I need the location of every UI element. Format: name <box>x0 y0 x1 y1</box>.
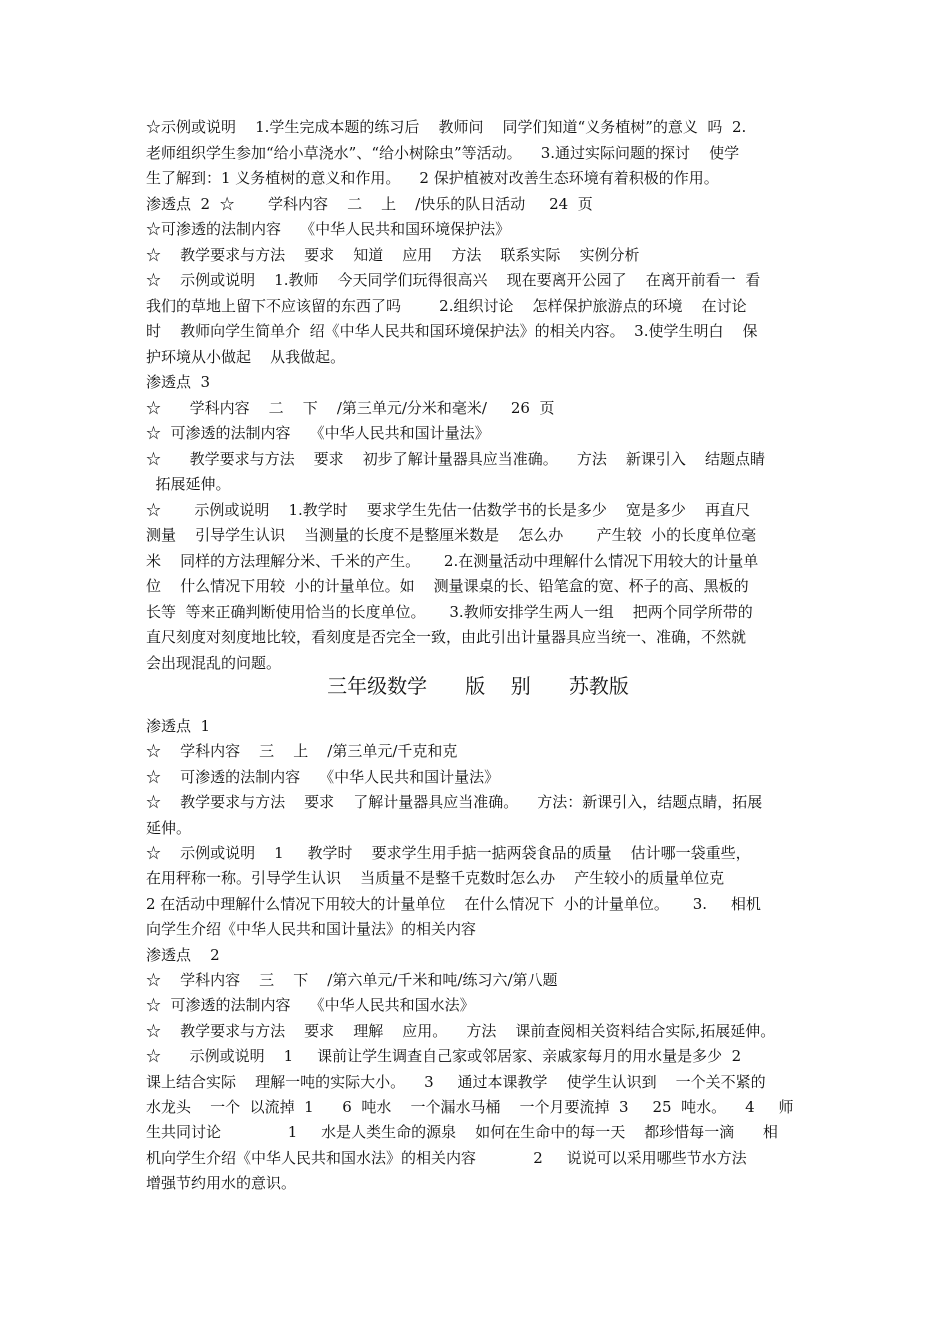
text-line: 水龙头 一个 以流掉 1 6 吨水 一个漏水马桶 一个月要流掉 3 25 吨水。 4 师 <box>146 1098 794 1116</box>
text-line: 延伸。 <box>146 818 192 837</box>
text-line: 时 教师向学生简单介 绍《中华人民共和国环境保护法》的相关内容。 3.使学生明白 保 <box>146 322 758 340</box>
text-line: ☆ 可渗透的法制内容 《中华人民共和国计量法》 <box>146 767 500 786</box>
text-line: ☆ 教学要求与方法 要求 理解 应用。 方法 课前查阅相关资料结合实际,拓展延伸。 <box>146 1021 776 1040</box>
text-line: ☆ 学科内容 二 下 /第三单元/分米和毫米/ 26 页 <box>146 398 555 417</box>
text-line: ☆ 示例或说明 1.教师 今天同学们玩得很高兴 现在要离开公园了 在离开前看一 看 <box>146 271 761 289</box>
text-line: 增强节约用水的意识。 <box>146 1174 297 1193</box>
text-line: ☆ 可渗透的法制内容 《中华人民共和国水法》 <box>146 996 475 1015</box>
text-line: 在用秤称一称。引导学生认识 当质量不是整千克数时怎么办 产生较小的质量单位克 <box>146 869 725 888</box>
text-line: ☆ 示例或说明 1 课前让学生调查自己家或邻居家、亲戚家每月的用水量是多少 2 <box>146 1047 742 1066</box>
text-line: 渗透点 2 <box>146 945 220 964</box>
text-line: ☆示例或说明 1.学生完成本题的练习后 教师问 同学们知道“义务植树”的意义 吗 2. <box>146 118 747 136</box>
text-line: 拓展延伸。 <box>146 475 231 493</box>
text-line: 护环境从小做起 从我做起。 <box>146 347 346 366</box>
text-line: 米 同样的方法理解分米、千米的产生。 2.在测量活动中理解什么情况下用较大的计量单 <box>146 551 759 570</box>
text-line: 测量 引导学生认识 当测量的长度不是整厘米数是 怎么办 产生较 小的长度单位毫 <box>146 526 757 544</box>
text-line: 会出现混乱的问题。 <box>146 653 282 672</box>
text-line: 位 什么情况下用较 小的计量单位。如 测量课桌的长、铅笔盒的宽、杯子的高、黑板的 <box>146 577 749 595</box>
text-line: 生共同讨论 1 水是人类生命的源泉 如何在生命中的每一天 都珍惜每一滴 相 <box>146 1123 778 1142</box>
text-line: ☆ 教学要求与方法 要求 初步了解计量器具应当准确。 方法 新课引入 结题点睛 <box>146 449 765 468</box>
text-line: 我们的草地上留下不应该留的东西了吗 2.组织讨论 怎样保护旅游点的环境 在讨论 <box>146 296 747 315</box>
text-line: 渗透点 2 ☆ 学科内容 二 上 /快乐的队日活动 24 页 <box>146 194 593 213</box>
text-line: 渗透点 1 <box>146 717 211 735</box>
text-line: ☆ 教学要求与方法 要求 知道 应用 方法 联系实际 实例分析 <box>146 245 640 264</box>
text-line: ☆ 可渗透的法制内容 《中华人民共和国计量法》 <box>146 424 490 442</box>
section-title: 三年级数学 版 别 苏教版 <box>327 674 629 698</box>
text-line: ☆ 教学要求与方法 要求 了解计量器具应当准确。 方法：新课引入，结题点睛，拓展 <box>146 793 763 812</box>
text-line: 向学生介绍《中华人民共和国计量法》的相关内容 <box>146 920 477 939</box>
text-line: 渗透点 3 <box>146 373 211 391</box>
text-line: ☆ 示例或说明 1 教学时 要求学生用手掂一掂两袋食品的质量 估计哪一袋重些， <box>146 844 751 862</box>
text-line: 生了解到：1 义务植树的意义和作用。 2 保护植被对改善生态环境有着积极的作用。 <box>146 169 719 187</box>
text-line: ☆ 学科内容 三 上 /第三单元/千克和克 <box>146 742 458 761</box>
text-line: ☆ 示例或说明 1.教学时 要求学生先估一估数学书的长是多少 宽是多少 再直尺 <box>146 500 750 519</box>
text-line: ☆ 学科内容 三 下 /第六单元/千米和吨/练习六/第八题 <box>146 971 558 989</box>
text-line: ☆可渗透的法制内容 《中华人民共和国环境保护法》 <box>146 220 511 238</box>
text-line: 机向学生介绍《中华人民共和国水法》的相关内容 2 说说可以采用哪些节水方法 <box>146 1148 747 1167</box>
text-line: 2 在活动中理解什么情况下用较大的计量单位 在什么情况下 小的计量单位。 3. 相机 <box>146 894 761 913</box>
text-line: 课上结合实际 理解一吨的实际大小。 3 通过本课教学 使学生认识到 一个关不紧的 <box>146 1072 766 1091</box>
text-line: 直尺刻度对刻度地比较，看刻度是否完全一致，由此引出计量器具应当统一、准确，不然就 <box>146 628 747 646</box>
text-line: 老师组织学生参加“给小草浇水”、“给小树除虫”等活动。 3.通过实际问题的探讨 使学 <box>146 143 740 162</box>
text-line: 长等 等来正确判断使用恰当的长度单位。 3.教师安排学生两人一组 把两个同学所带的 <box>146 602 753 621</box>
